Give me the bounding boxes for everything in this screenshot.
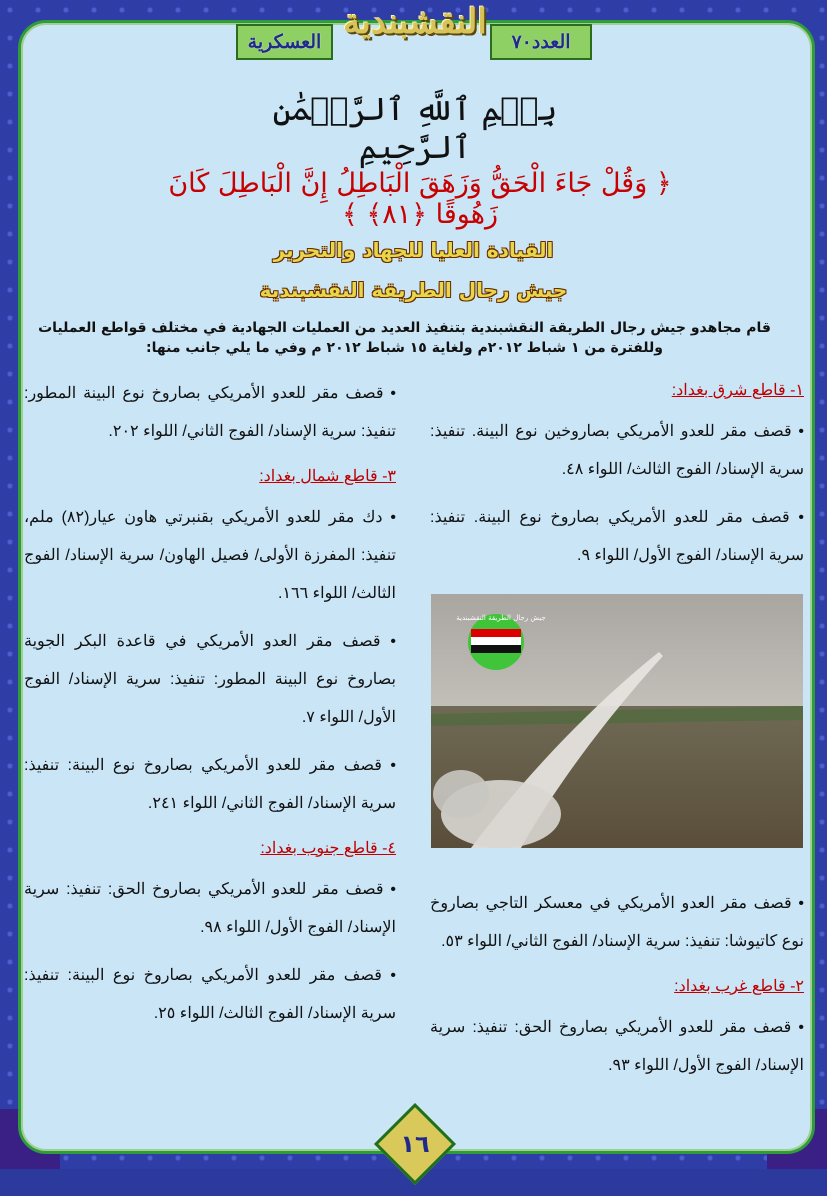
list-item: • قصف مقر للعدو الأمريكي بصاروخ الحق: تنفيذ: سرية الإسناد/ الفوج الأول/ اللواء ٩٨. (24, 881, 396, 936)
section-heading: ٢- قاطع غرب بغداد: (674, 978, 804, 995)
list-item: • قصف مقر للعدو الأمريكي بصاروخ نوع البينة. تنفيذ: سرية الإسناد/ الفوج الأول/ اللواء ٩. (430, 509, 804, 564)
list-item: • قصف مقر للعدو الأمريكي بصاروخين نوع البينة. تنفيذ: سرية الإسناد/ الفوج الثالث/ اللواء ٤٨. (430, 423, 804, 478)
page-title: القيادة العليا للجهاد والتحرير (273, 238, 554, 262)
page-number: ١٦ (400, 1130, 430, 1158)
page-subtitle: جيش رجال الطريقة النقشبندية (259, 278, 568, 302)
list-item: • قصف مقر للعدو الأمريكي بصاروخ نوع البينة: تنفيذ: سرية الإسناد/ الفوج الثالث/ اللواء ٢٥. (24, 967, 396, 1022)
section-heading: ٣- قاطع شمال بغداد: (259, 468, 396, 485)
left-column (24, 375, 396, 1043)
masthead-logo: النقشبندية (343, 2, 487, 42)
basmala: بِسۡمِ ٱللَّهِ ٱلرَّحۡمَٰنِ ٱلرَّحِيمِ (272, 90, 558, 166)
rocket-launch-photo (431, 594, 803, 848)
section-heading: ١- قاطع شرق بغداد: (671, 382, 804, 399)
list-item: • قصف مقر العدو الأمريكي في قاعدة البكر الجوية بصاروخ نوع البينة المطور: تنفيذ: سرية الإسناد/ الفوج الأول/ اللواء ٧. (24, 633, 396, 726)
list-item: • قصف مقر للعدو الأمريكي بصاروخ الحق: تنفيذ: سرية الإسناد/ الفوج الأول/ اللواء ٩٣. (430, 1019, 804, 1074)
quran-verse: ﴿ وَقُلْ جَاءَ الْحَقُّ وَزَهَقَ الْبَاطِلُ إِنَّ الْبَاطِلَ كَانَ زَهُوقًا ﴿٨١﴾ ﴾ (168, 168, 672, 230)
list-item: • قصف مقر للعدو الأمريكي بصاروخ نوع البينة المطور: تنفيذ: سرية الإسناد/ الفوج الثاني/ اللواء ٢٠٢. (24, 385, 396, 440)
photo-logo-text: جيش رجال الطريقة النقشبندية (456, 614, 546, 622)
list-item: • قصف مقر العدو الأمريكي في معسكر التاجي بصاروخ نوع كاتيوشا: تنفيذ: سرية الإسناد/ الفوج الثاني/ اللواء ٥٣. (430, 895, 804, 950)
list-item: • قصف مقر للعدو الأمريكي بصاروخ نوع البينة: تنفيذ: سرية الإسناد/ الفوج الثاني/ اللواء ٢٤١. (24, 757, 396, 812)
list-item: • دك مقر للعدو الأمريكي بقنبرتي هاون عيار(٨٢) ملم، تنفيذ: المفرزة الأولى/ فصيل الهاون/ سرية الإسناد/ الفوج الثالث/ اللواء ١٦٦. (24, 509, 397, 602)
intro-paragraph: قام مجاهدو جيش رجال الطريقة النقشبندية بتنفيذ العديد من العمليات الجهادية في مختلف قواطع العمليات وللفترة من ١ شباط ٢٠١٢م ولغاية ١٥ شباط ٢٠١٢ م وفي ما يلي جانب منها: (38, 320, 771, 356)
issue-tab: العدد٧٠ (490, 24, 592, 60)
section-tab: العسكرية (236, 24, 333, 60)
rocket-photo-illustration (431, 594, 803, 848)
section-heading: ٤- قاطع جنوب بغداد: (260, 840, 396, 857)
